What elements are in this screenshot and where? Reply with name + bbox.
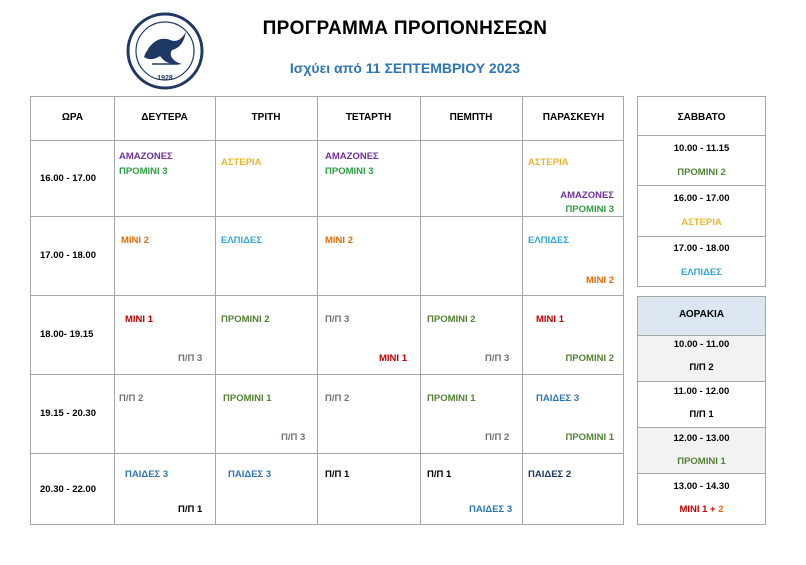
group-entry: ΠΑΙΔΕΣ 3 (469, 504, 513, 515)
column-header-friday: ΠΑΡΑΣΚΕΥΗ (542, 112, 605, 123)
time-slot-label: 20.30 - 22.00 (40, 484, 96, 495)
time-slot-label: 10.00 - 11.00 (673, 339, 730, 350)
group-entry: ΠΡΟΜΙΝΙ 1 (677, 456, 726, 467)
group-entry: ΑΜΑΖΟΝΕΣ (325, 151, 379, 162)
group-entry: ΑΜΑΖΟΝΕΣ (560, 190, 614, 201)
time-slot-label: 17.00 - 18.00 (673, 243, 730, 254)
group-entry: ΠΡΟΜΙΝΙ 3 (565, 204, 614, 215)
group-entry: ΠΡΟΜΙΝΙ 3 (119, 166, 168, 177)
weekly-schedule-table (30, 96, 624, 525)
group-entry: ΑΣΤΕΡΙΑ (221, 157, 262, 168)
time-slot-label: 16.00 - 17.00 (40, 173, 96, 184)
group-entry: Π/Π 3 (485, 353, 510, 364)
group-entry: Π/Π 2 (485, 432, 510, 443)
time-slot-label: 18.00- 19.15 (40, 329, 94, 340)
group-entry: ΜΙΝΙ 1 (536, 314, 564, 325)
time-slot-label: 12.00 - 13.00 (673, 433, 730, 444)
group-entry: Π/Π 1 (178, 504, 203, 515)
group-entry: ΠΑΙΔΕΣ 2 (528, 469, 572, 480)
group-entry: ΠΡΟΜΙΝΙ 2 (677, 167, 726, 178)
group-entry: Π/Π 2 (119, 393, 144, 404)
group-entry: Π/Π 1 (427, 469, 452, 480)
group-entry: ΜΙΝΙ 2 (325, 235, 353, 246)
group-entry: ΠΡΟΜΙΝΙ 1 (427, 393, 476, 404)
group-entry: ΑΣΤΕΡΙΑ (681, 217, 722, 228)
group-entry: ΠΡΟΜΙΝΙ 1 (565, 432, 614, 443)
time-slot-label: 17.00 - 18.00 (40, 250, 96, 261)
group-entry: ΜΙΝΙ 2 (121, 235, 149, 246)
group-entry: ΠΑΙΔΕΣ 3 (536, 393, 580, 404)
group-entry (638, 504, 765, 516)
time-slot-label: 16.00 - 17.00 (673, 193, 730, 204)
group-entry: ΜΙΝΙ 1 (125, 314, 153, 325)
group-entry: ΑΜΑΖΟΝΕΣ (119, 151, 173, 162)
aorakia-title: ΑΟΡΑΚΙΑ (678, 309, 725, 320)
page-title: ΠΡΟΓΡΑΜΜΑ ΠΡΟΠΟΝΗΣΕΩΝ (262, 18, 548, 39)
group-entry: ΕΛΠΙΔΕΣ (528, 235, 570, 246)
svg-text:1928: 1928 (157, 75, 173, 82)
saturday-schedule (637, 96, 766, 287)
group-entry: Π/Π 1 (689, 409, 714, 420)
time-slot-label: 11.00 - 12.00 (673, 386, 730, 397)
group-separator: + (707, 504, 719, 515)
time-slot-label: 13.00 - 14.30 (673, 481, 730, 492)
group-entry: ΜΙΝΙ 2 (586, 275, 614, 286)
group-name: 2 (718, 504, 724, 515)
group-entry: ΠΑΙΔΕΣ 3 (228, 469, 272, 480)
column-header-tuesday: ΤΡΙΤΗ (251, 112, 281, 123)
group-entry: Π/Π 3 (325, 314, 350, 325)
column-header-wednesday: ΤΕΤΑΡΤΗ (345, 112, 392, 123)
column-header-monday: ΔΕΥΤΕΡΑ (141, 112, 188, 123)
group-entry: ΠΡΟΜΙΝΙ 2 (565, 353, 614, 364)
group-entry: ΠΑΙΔΕΣ 3 (125, 469, 169, 480)
group-entry: ΑΣΤΕΡΙΑ (528, 157, 569, 168)
group-entry: Π/Π 2 (325, 393, 350, 404)
group-entry: ΠΡΟΜΙΝΙ 2 (427, 314, 476, 325)
group-name: ΜΙΝΙ 1 (679, 504, 708, 515)
column-header-time: ΩΡΑ (61, 112, 84, 123)
time-slot-label: 10.00 - 11.15 (673, 143, 730, 154)
page-subtitle: Ισχύει από 11 ΣΕΠΤΕΜΒΡΙΟΥ 2023 (289, 60, 521, 76)
aorakia-schedule (637, 296, 766, 525)
saturday-title: ΣΑΒΒΑΤΟ (677, 112, 726, 123)
group-entry: Π/Π 1 (325, 469, 350, 480)
group-entry: Π/Π 2 (689, 362, 714, 373)
time-slot-label: 19.15 - 20.30 (40, 408, 96, 419)
group-entry: ΕΛΠΙΔΕΣ (221, 235, 263, 246)
group-entry: Π/Π 3 (178, 353, 203, 364)
column-header-thursday: ΠΕΜΠΤΗ (449, 112, 493, 123)
group-entry: Π/Π 3 (281, 432, 306, 443)
group-entry: ΠΡΟΜΙΝΙ 3 (325, 166, 374, 177)
group-entry: ΠΡΟΜΙΝΙ 2 (221, 314, 270, 325)
club-logo (124, 12, 206, 90)
group-entry: ΜΙΝΙ 1 (379, 353, 407, 364)
group-entry: ΠΡΟΜΙΝΙ 1 (223, 393, 272, 404)
group-entry: ΕΛΠΙΔΕΣ (680, 267, 723, 278)
